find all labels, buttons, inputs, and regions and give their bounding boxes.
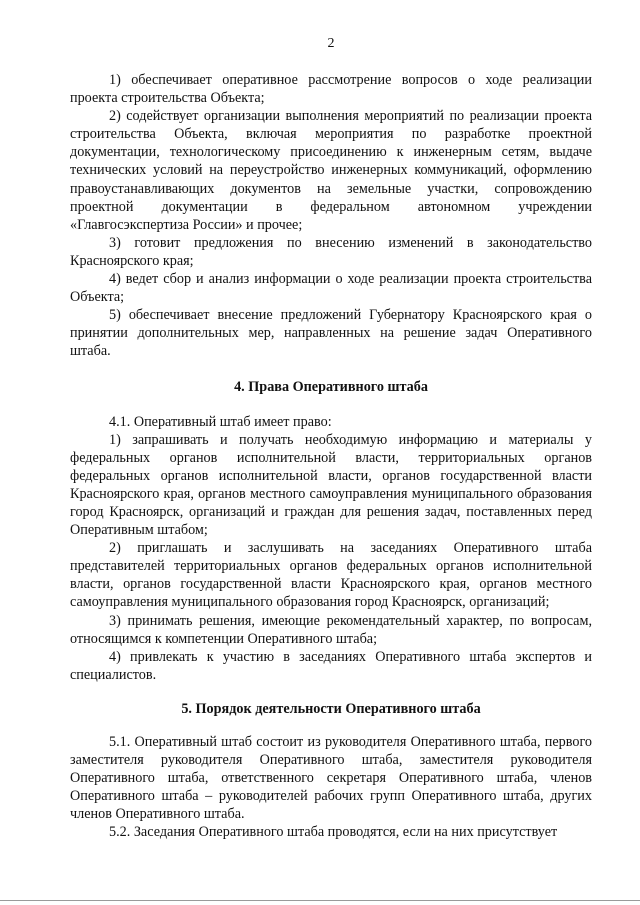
intro-list (70, 71, 592, 361)
list-item: 4) привлекать к участию в заседаниях Оперативного штаба экспертов и специалистов. (70, 648, 592, 683)
list-item: 1) запрашивать и получать необходимую информацию и материалы у федеральных органов исполнительной власти, территориальных органов федеральных органов исполнительной власти, органов государственной власти Красноярского края, органов местного самоуправления муниципального образования город Красноярск, организаций и граждан для решения задач, поставленных перед Оперативным штабом; (70, 431, 592, 539)
list-item: 3) готовит предложения по внесению изменений в законодательство Красноярского края; (70, 234, 592, 269)
paragraph: 4.1. Оперативный штаб имеет право: (109, 413, 332, 430)
list-item: 2) содействует организации выполнения мероприятий по реализации проекта строительства Объекта, включая мероприятия по разработке проектной документации, технологическому присоединению к инженерным сетям, выдаче технических условий на переустройство инженерных коммуникаций, оформлению правоустанавливающих документов на земельные участки, сопровождению проектной документации в федеральном автономном учреждении «Главгосэкспертиза России» и прочее; (70, 108, 592, 233)
page-bottom-edge (0, 900, 640, 901)
list-item: 4) ведет сбор и анализ информации о ходе реализации проекта строительства Объекта; (70, 271, 592, 306)
section-5-body (70, 733, 592, 842)
list-item: 3) принимать решения, имеющие рекомендательный характер, по вопросам, относящимся к компетенции Оперативного штаба; (70, 612, 592, 647)
page-number: 2 (327, 36, 335, 51)
list-item: 5) обеспечивает внесение предложений Губернатору Красноярского края о принятии дополнительных мер, направленных на решение задач Оперативного штаба. (70, 307, 592, 360)
paragraph: 5.1. Оперативный штаб состоит из руководителя Оперативного штаба, первого заместителя руководителя Оперативного штаба, заместителя руководителя Оперативного штаба, ответственного секретаря Оперативного штаба, членов Оперативного штаба – руководителей рабочих групп Оперативного штаба, других членов Оперативного штаба. (70, 733, 592, 823)
document-page (70, 36, 592, 841)
paragraph: 5.2. Заседания Оперативного штаба проводятся, если на них присутствует (109, 824, 558, 841)
section-4-body (70, 413, 592, 684)
section-5-heading: 5. Порядок деятельности Оперативного штаба (181, 700, 481, 717)
list-item: 2) приглашать и заслушивать на заседаниях Оперативного штаба представителей территориальных органов федеральных органов исполнительной власти, органов государственной власти Красноярского края, органов местного самоуправления муниципального образования город Красноярск, организаций; (70, 540, 592, 611)
section-4-heading: 4. Права Оперативного штаба (234, 378, 428, 395)
list-item: 1) обеспечивает оперативное рассмотрение вопросов о ходе реализации проекта строительства Объекта; (70, 72, 592, 107)
